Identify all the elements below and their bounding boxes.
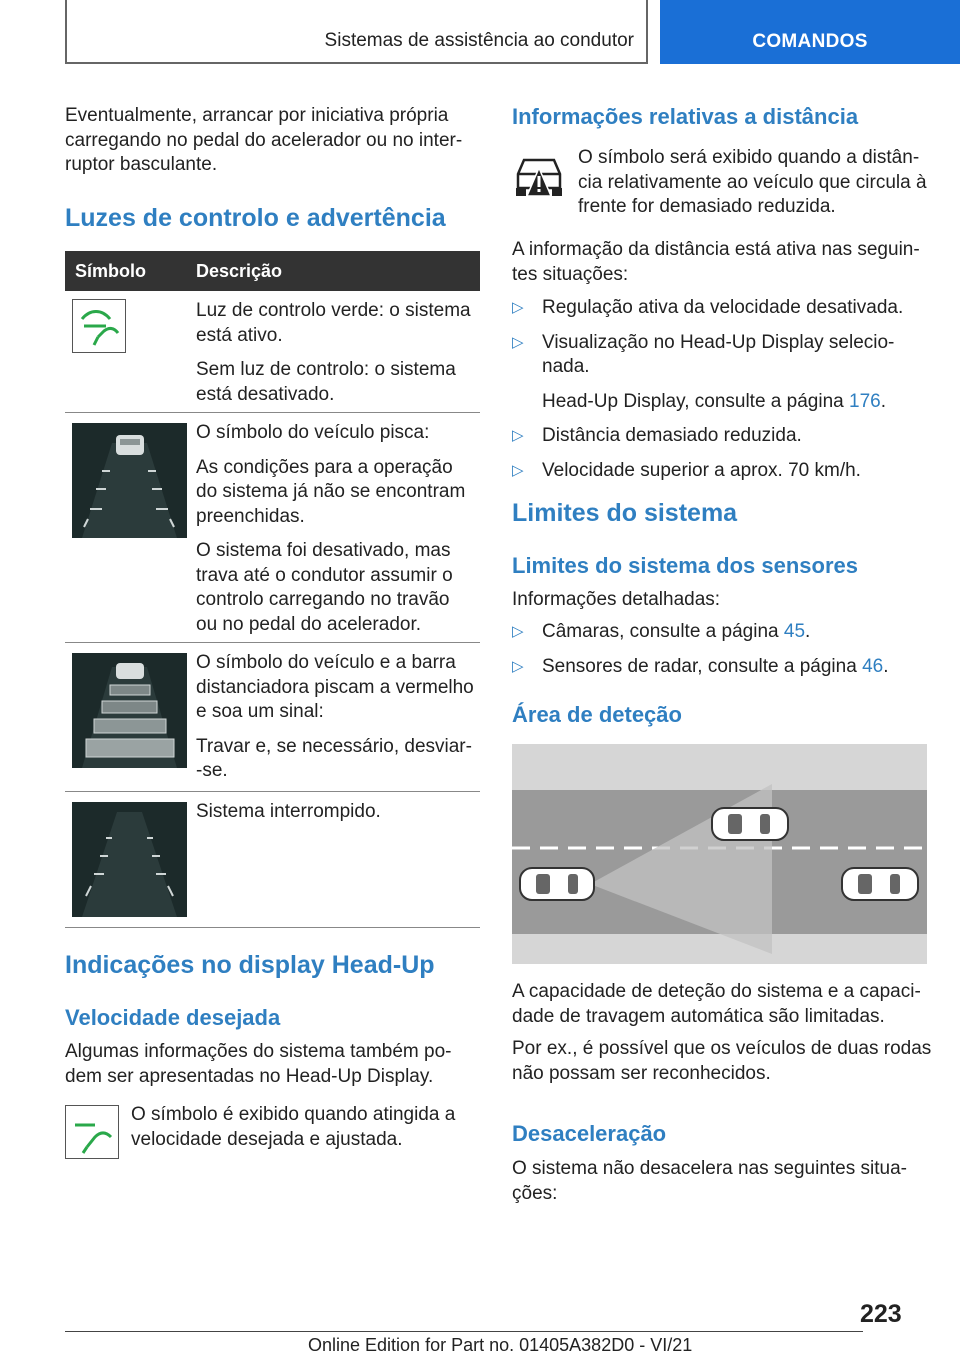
page-link-176[interactable]: 176 bbox=[849, 390, 881, 412]
text-line: preenchidas. bbox=[196, 505, 305, 527]
table-header bbox=[65, 251, 480, 291]
bullet-triangle-icon: ▷ bbox=[512, 461, 524, 479]
system-interrupted-icon bbox=[72, 802, 187, 917]
text-line: trava até o condutor assumir o bbox=[196, 564, 453, 586]
limits-heading: Limites do sistema bbox=[512, 499, 738, 527]
details-label: Informações detalhadas: bbox=[512, 589, 721, 610]
text-line: . bbox=[883, 655, 889, 677]
text-line: . bbox=[880, 390, 886, 412]
text-line: Visualização no Head-Up Display selecio- bbox=[542, 331, 895, 353]
text-line: tes situações: bbox=[512, 263, 629, 285]
text-line: e soa um sinal: bbox=[196, 701, 324, 722]
text-line: ções: bbox=[512, 1182, 558, 1204]
bullet-triangle-icon: ▷ bbox=[512, 623, 524, 640]
distance-paragraph bbox=[512, 238, 937, 287]
footer-divider bbox=[65, 1331, 863, 1332]
green-indicator-icon bbox=[72, 299, 126, 353]
table-row bbox=[65, 413, 480, 643]
text-line: As condições para a operação bbox=[196, 456, 453, 478]
distance-heading: Informações relativas a distância bbox=[512, 104, 859, 129]
sensor-limits-heading: Limites do sistema dos sensores bbox=[512, 553, 859, 578]
speed-heading: Velocidade desejada bbox=[65, 1005, 281, 1030]
page-link-46[interactable]: 46 bbox=[862, 655, 884, 677]
bullet-triangle-icon: ▷ bbox=[512, 299, 524, 316]
text-line: frente for demasiado reduzida. bbox=[578, 196, 836, 217]
list-item bbox=[512, 655, 937, 680]
text-line: controlo carregando no travão bbox=[196, 589, 450, 610]
text-line: ruptor basculante. bbox=[65, 154, 218, 175]
chapter-tab[interactable] bbox=[660, 0, 960, 64]
row-description bbox=[196, 421, 476, 647]
distance-bullet-list bbox=[512, 296, 937, 483]
vehicle-distance-bar-icon bbox=[72, 653, 187, 768]
text-line: Regulação ativa da velocidade desativada. bbox=[542, 297, 904, 318]
text-line: A capacidade de deteção do sistema e a capaci- bbox=[512, 981, 921, 1002]
detection-area-illustration bbox=[512, 744, 927, 964]
hud-heading: Indicações no display Head-Up bbox=[65, 951, 435, 979]
deceleration-heading: Desaceleração bbox=[512, 1121, 667, 1146]
bullet-triangle-icon: ▷ bbox=[512, 657, 524, 675]
text-line: dade de travagem automática são limitadas. bbox=[512, 1005, 885, 1027]
section-title: Sistemas de assistência ao condutor bbox=[324, 30, 634, 51]
text-line: Algumas informações do sistema também po- bbox=[65, 1041, 452, 1062]
text-line: nada. bbox=[542, 356, 590, 377]
header-section-box bbox=[65, 0, 648, 64]
row-description bbox=[196, 651, 476, 794]
text-line: Sistema interrompido. bbox=[196, 801, 381, 822]
row-description bbox=[196, 800, 476, 835]
text-line: está desativado. bbox=[196, 383, 335, 405]
text-line: Sensores de radar, consulte a página bbox=[542, 655, 863, 677]
text-line: velocidade desejada e ajustada. bbox=[131, 1128, 403, 1150]
text-line: Travar e, se necessário, desviar- bbox=[196, 735, 472, 757]
page-link-45[interactable]: 45 bbox=[783, 621, 806, 642]
text-line: Head-Up Display, consulte a página bbox=[542, 390, 849, 412]
sensor-bullet-list bbox=[512, 620, 937, 679]
text-line: não possam ser reconhecidos. bbox=[512, 1062, 771, 1084]
chapter-label: COMANDOS bbox=[752, 31, 868, 52]
text-line: A informação da distância está ativa nas seguin- bbox=[512, 239, 920, 260]
text-line: O sistema não desacelera nas seguintes situa- bbox=[512, 1158, 907, 1179]
text-line: ou no pedal do acelerador. bbox=[196, 613, 422, 635]
text-line: O sistema foi desativado, mas bbox=[196, 540, 451, 561]
page-number: 223 bbox=[860, 1300, 902, 1328]
text-line: Por ex., é possível que os veículos de duas rodas bbox=[512, 1038, 932, 1059]
distance-icon-description bbox=[578, 146, 938, 220]
text-line: O símbolo do veículo pisca: bbox=[196, 422, 430, 443]
text-line: . bbox=[805, 621, 811, 642]
text-line: Luz de controlo verde: o sistema bbox=[196, 300, 471, 321]
text-line: está ativo. bbox=[196, 324, 283, 346]
list-item bbox=[512, 331, 937, 415]
indicator-table bbox=[65, 251, 480, 928]
text-line: Câmaras, consulte a página bbox=[542, 621, 784, 642]
edition-label: Online Edition for Part no. 01405A382D0 - VI/21 bbox=[308, 1335, 693, 1355]
text-line: Eventualmente, arrancar por iniciativa própria bbox=[65, 105, 449, 126]
list-item bbox=[512, 424, 937, 449]
column-header-description: Descrição bbox=[196, 261, 283, 281]
list-item bbox=[512, 620, 937, 645]
text-line: O símbolo será exibido quando a distân- bbox=[578, 147, 920, 168]
example-paragraph bbox=[512, 1037, 937, 1086]
speed-icon-description bbox=[131, 1103, 486, 1152]
row-description bbox=[196, 299, 476, 417]
bullet-triangle-icon: ▷ bbox=[512, 427, 524, 444]
vehicle-flashing-icon bbox=[72, 423, 187, 538]
text-line: cia relativamente ao veículo que circula à bbox=[578, 171, 927, 193]
text-line: do sistema já não se encontram bbox=[196, 481, 466, 502]
intro-paragraph bbox=[65, 104, 485, 178]
speed-paragraph bbox=[65, 1040, 485, 1089]
capacity-paragraph bbox=[512, 980, 937, 1029]
text-line: carregando no pedal do acelerador ou no inter- bbox=[65, 129, 463, 151]
text-line: distanciadora piscam a vermelho bbox=[196, 676, 474, 698]
table-row bbox=[65, 291, 480, 413]
distance-warning-icon bbox=[512, 148, 566, 202]
detection-area-heading: Área de deteção bbox=[512, 702, 682, 727]
text-line: O símbolo do veículo e a barra bbox=[196, 652, 456, 673]
text-line: Velocidade superior a aprox. 70 km/h. bbox=[542, 459, 861, 481]
text-line: dem ser apresentadas no Head-Up Display. bbox=[65, 1065, 434, 1087]
column-header-symbol: Símbolo bbox=[75, 261, 146, 281]
lights-heading: Luzes de controlo e advertência bbox=[65, 204, 446, 232]
table-row bbox=[65, 792, 480, 928]
table-row bbox=[65, 643, 480, 792]
bullet-triangle-icon: ▷ bbox=[512, 333, 524, 351]
text-line: -se. bbox=[196, 760, 228, 781]
list-item bbox=[512, 459, 937, 484]
deceleration-paragraph bbox=[512, 1157, 937, 1206]
text-line: O símbolo é exibido quando atingida a bbox=[131, 1104, 456, 1125]
desired-speed-icon bbox=[65, 1105, 119, 1159]
text-line: Sem luz de controlo: o sistema bbox=[196, 359, 456, 380]
text-line: Distância demasiado reduzida. bbox=[542, 425, 802, 446]
list-item bbox=[512, 296, 937, 321]
